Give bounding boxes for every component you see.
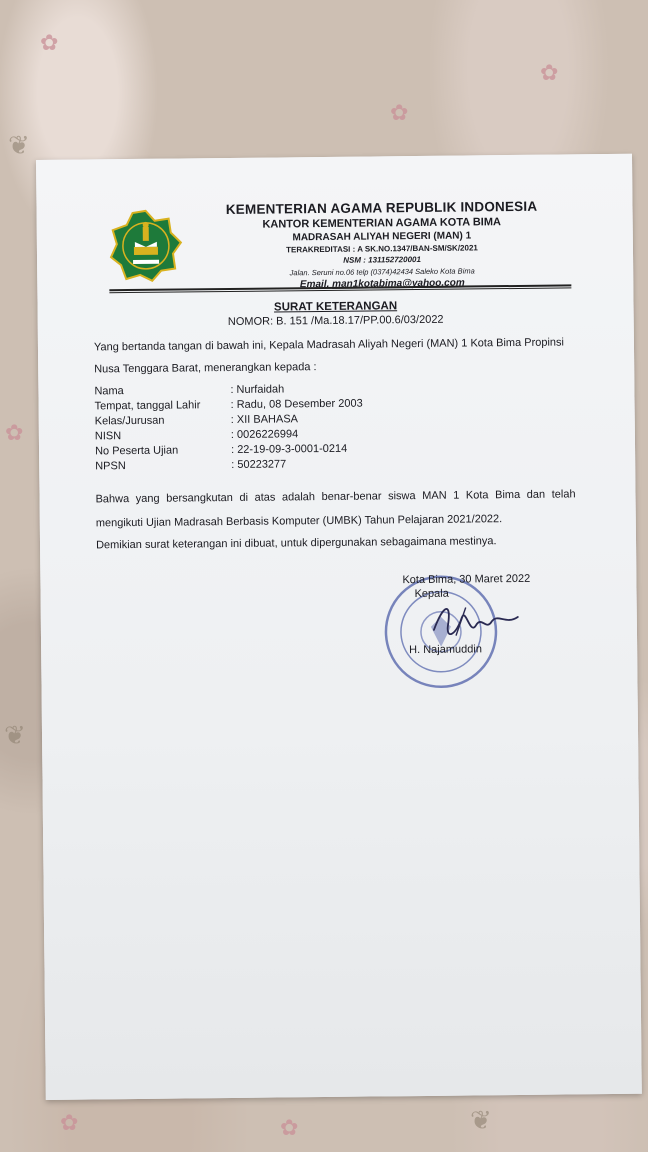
detail-label: Nama [94,385,124,398]
fabric-flower: ✿ [540,60,559,85]
detail-value: : XII BAHASA [230,413,299,426]
place-date: Kota Bima, 30 Maret 2022 [402,572,531,587]
detail-label: Kelas/Jurusan [94,414,165,428]
detail-row [95,397,363,415]
detail-value: : 0026226994 [230,428,299,441]
fabric-leaf: ❦ [8,130,30,160]
intro-paragraph: Yang bertanda tangan di bawah ini, Kepala Madrasah Aliyah Negeri (MAN) 1 Kota Bima Propinsi Nusa Tenggara Barat, menerangkan kepada : [93,336,565,376]
detail-value: : Nurfaidah [230,383,285,396]
signature-block [402,573,531,656]
ministry-logo-icon [109,208,184,283]
fabric-flower: ✿ [5,420,24,445]
signer-name: H. Najamuddin [409,643,482,657]
detail-label: Tempat, tanggal Lahir [94,399,201,413]
school-address: Jalan. Seruni no.06 telp (0374)42434 Saleko Kota Bima [289,266,475,278]
letterhead [186,198,577,291]
ministry-name: KEMENTERIAN AGAMA REPUBLIK INDONESIA [225,198,538,218]
accreditation: TERAKREDITASI : A SK.NO.1347/BAN-SM/SK/2021 [286,243,478,255]
student-details [94,382,363,475]
letter-paper [36,154,642,1100]
email-link[interactable]: man1kotabima@yahoo.com [332,277,465,290]
fabric-leaf: ❦ [4,720,26,750]
letter-number: NOMOR: B. 151 /Ma.18.17/PP.00.6/03/2022 [227,313,444,328]
fabric-flower: ✿ [280,1115,299,1140]
detail-row [95,457,363,475]
email-label: Email. [299,278,330,291]
fabric-leaf: ❦ [470,1105,492,1135]
fabric-flower: ✿ [40,30,59,55]
detail-value: : 22-19-09-3-0001-0214 [230,442,348,456]
fabric-flower: ✿ [60,1110,79,1135]
nsm-number: NSM : 131152720001 [343,254,421,265]
school-name: MADRASAH ALIYAH NEGERI (MAN) 1 [292,230,472,244]
closing-paragraph: Demikian surat keterangan ini dibuat, untuk dipergunakan sebagaimana mestinya. [95,535,497,552]
letter-title: SURAT KETERANGAN [273,300,398,314]
statement-paragraph: Bahwa yang bersangkutan di atas adalah benar-benar siswa MAN 1 Kota Bima dan telah mengikuti Ujian Madrasah Berbasis Komputer (UMBK) Tahun Pelajaran 2021/2022. [95,488,576,530]
detail-value: : 50223277 [231,458,287,471]
detail-label: No Peserta Ujian [94,444,179,458]
detail-row [95,442,363,460]
detail-label: NISN [94,430,122,443]
office-name: KANTOR KEMENTERIAN AGAMA KOTA BIMA [262,216,502,231]
fabric-flower: ✿ [390,100,409,125]
detail-value: : Radu, 08 Desember 2003 [230,397,363,411]
signer-role: Kepala [414,587,449,601]
detail-label: NPSN [95,460,126,473]
